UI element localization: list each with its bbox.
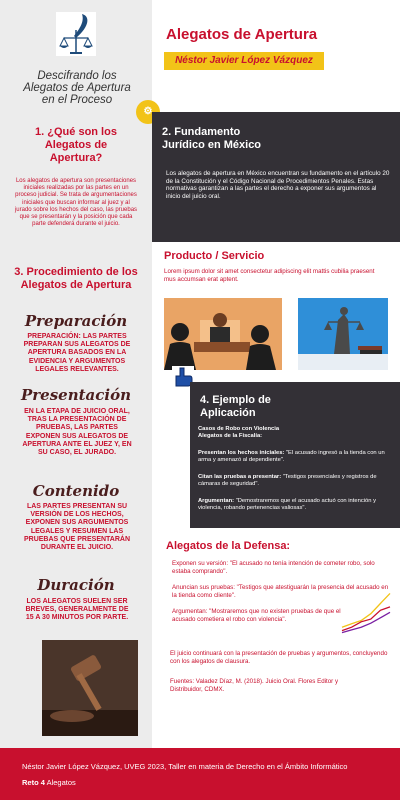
trend-series-1 xyxy=(342,593,390,627)
lady-justice-icon xyxy=(298,298,388,370)
step-preparacion-title: Preparación xyxy=(24,312,128,330)
logo xyxy=(56,12,96,56)
product-text: Lorem ipsum dolor sit amet consectetur adipiscing elit mattis cubilia praesent mus accumsan erat aptent. xyxy=(164,268,375,283)
gavel-image xyxy=(42,640,138,736)
defense-title: Alegatos de la Defensa: xyxy=(166,540,291,552)
fiscal-point-2-text: "Testigos presenciales y registros de cámaras de seguridad". xyxy=(198,474,377,488)
product-title: Producto / Servicio xyxy=(164,250,265,262)
step-contenido-text: LAS PARTES PRESENTAN SU VERSIÓN DE LOS HECHOS, EXPONEN SUS ARGUMENTOS LEGALES Y RESUMEN LAS PRUEBAS QUE PRESENTARÁN DURANTE EL JUICIO. xyxy=(23,503,131,552)
defense-item-1: Exponen su versión: "El acusado no tenía intención de cometer robo, solo estaba comprando". xyxy=(172,560,375,575)
footer-credit: Néstor Javier López Vázquez, UVEG 2023, Taller en materia de Derecho en el Ámbito Informático xyxy=(22,762,348,771)
step-duracion-text: LOS ALEGATOS SUELEN SER BREVES, GENERALMENTE DE 15 A 30 MINUTOS POR PARTE. xyxy=(25,598,129,622)
section2-block xyxy=(152,112,400,242)
fiscal-point-1-label: Presentan los hechos iniciales: xyxy=(198,450,285,456)
step-presentacion-text: EN LA ETAPA DE JUICIO ORAL, TRAS LA PRESENTACIÓN DE PRUEBAS, LAS PARTES EXPONEN SUS ALEGATOS DE APERTURA ANTE EL JUEZ Y, EN SU CASO, EL JURADO. xyxy=(22,408,132,457)
section4-title: 4. Ejemplo de Aplicación xyxy=(200,394,271,419)
fiscal-point-3 xyxy=(198,498,394,512)
section2-title: 2. Fundamento Jurídico en México xyxy=(162,126,262,151)
trend-series-2 xyxy=(342,607,390,631)
fiscal-point-1-text: "El acusado ingresó a la tienda con un arma y amenazó al dependiente". xyxy=(198,450,385,464)
sources-text: Fuentes: Valadez Díaz, M. (2018). Juicio Oral. Flores Editor y Distribuidor, CDMX. xyxy=(170,678,339,693)
subtitle: Descifrando los Alegatos de Apertura en el Proceso xyxy=(23,70,131,106)
section1-text: Los alegatos de apertura son presentaciones iniciales realizadas por las partes en un proceso judicial. Se trata de argumentaciones iniciales que buscan informar al juez y al jurado sobre los hechos del caso, las pruebas que se presentarán y la posición que cada parte defenderá durante el juicio. xyxy=(14,178,138,228)
step-presentacion-title: Presentación xyxy=(20,386,131,404)
gear-icon: ⚙ xyxy=(136,100,160,124)
step-duracion-title: Duración xyxy=(37,576,115,594)
fiscal-point-3-text: "Demostraremos que el acusado actuó con intención y violencia, robando pertenencias valiosas". xyxy=(198,498,376,512)
footer xyxy=(0,748,400,800)
section4-block xyxy=(190,382,400,528)
footer-reto xyxy=(22,778,76,787)
footer-reto-bold: Reto 4 xyxy=(22,778,45,787)
section3-title: 3. Procedimiento de los Alegatos de Apertura xyxy=(14,266,138,291)
decorative-line-chart xyxy=(340,588,392,636)
case-title: Casos de Robo con Violencia xyxy=(198,426,280,432)
step-contenido-title: Contenido xyxy=(32,482,120,500)
justice-image xyxy=(298,298,388,370)
fiscal-point-3-label: Argumentan: xyxy=(198,498,235,504)
step-preparacion-text: PREPARACIÓN: LAS PARTES PREPARAN SUS ALEGATOS DE APERTURA BASADOS EN LA EVIDENCIA Y ARGUMENTOS LEGALES RELEVANTES. xyxy=(23,333,131,373)
left-column xyxy=(0,0,152,748)
author-banner: Néstor Javier López Vázquez xyxy=(164,52,324,70)
footer-reto-rest: Alegatos xyxy=(44,778,76,787)
quill-scales-icon xyxy=(56,12,96,56)
defense-item-3: Argumentan: "Mostraremos que no existen pruebas de que el acusado cometiera el robo con violencia". xyxy=(172,608,341,623)
closing-text: El juicio continuará con la presentación de pruebas y argumentos, concluyendo con los alegatos de clausura. xyxy=(170,650,388,665)
page-title: Alegatos de Apertura xyxy=(166,26,318,43)
defense-item-2: Anuncian sus pruebas: "Testigos que atestiguarán la presencia del acusado en la tienda como cliente". xyxy=(172,584,389,599)
fiscal-point-2 xyxy=(198,474,394,488)
fiscal-point-1 xyxy=(198,450,394,464)
fiscal-label: Alegatos de la Fiscalía: xyxy=(198,433,263,439)
courtroom-image xyxy=(164,298,282,370)
section1-title: 1. ¿Qué son los Alegatos de Apertura? xyxy=(35,126,117,164)
courtroom-icon xyxy=(164,298,282,370)
fiscal-point-2-label: Citan las pruebas a presentar: xyxy=(198,474,282,480)
gavel-icon xyxy=(42,640,138,736)
section2-text: Los alegatos de apertura en México encuentran su fundamento en el artículo 20 de la Constitución y el Código Nacional de Procedimientos Penales. Estas normativas garantizan a las partes el derecho a exponer sus argumentos al inicio del juicio oral. xyxy=(166,170,390,200)
trend-series-3 xyxy=(342,612,390,632)
